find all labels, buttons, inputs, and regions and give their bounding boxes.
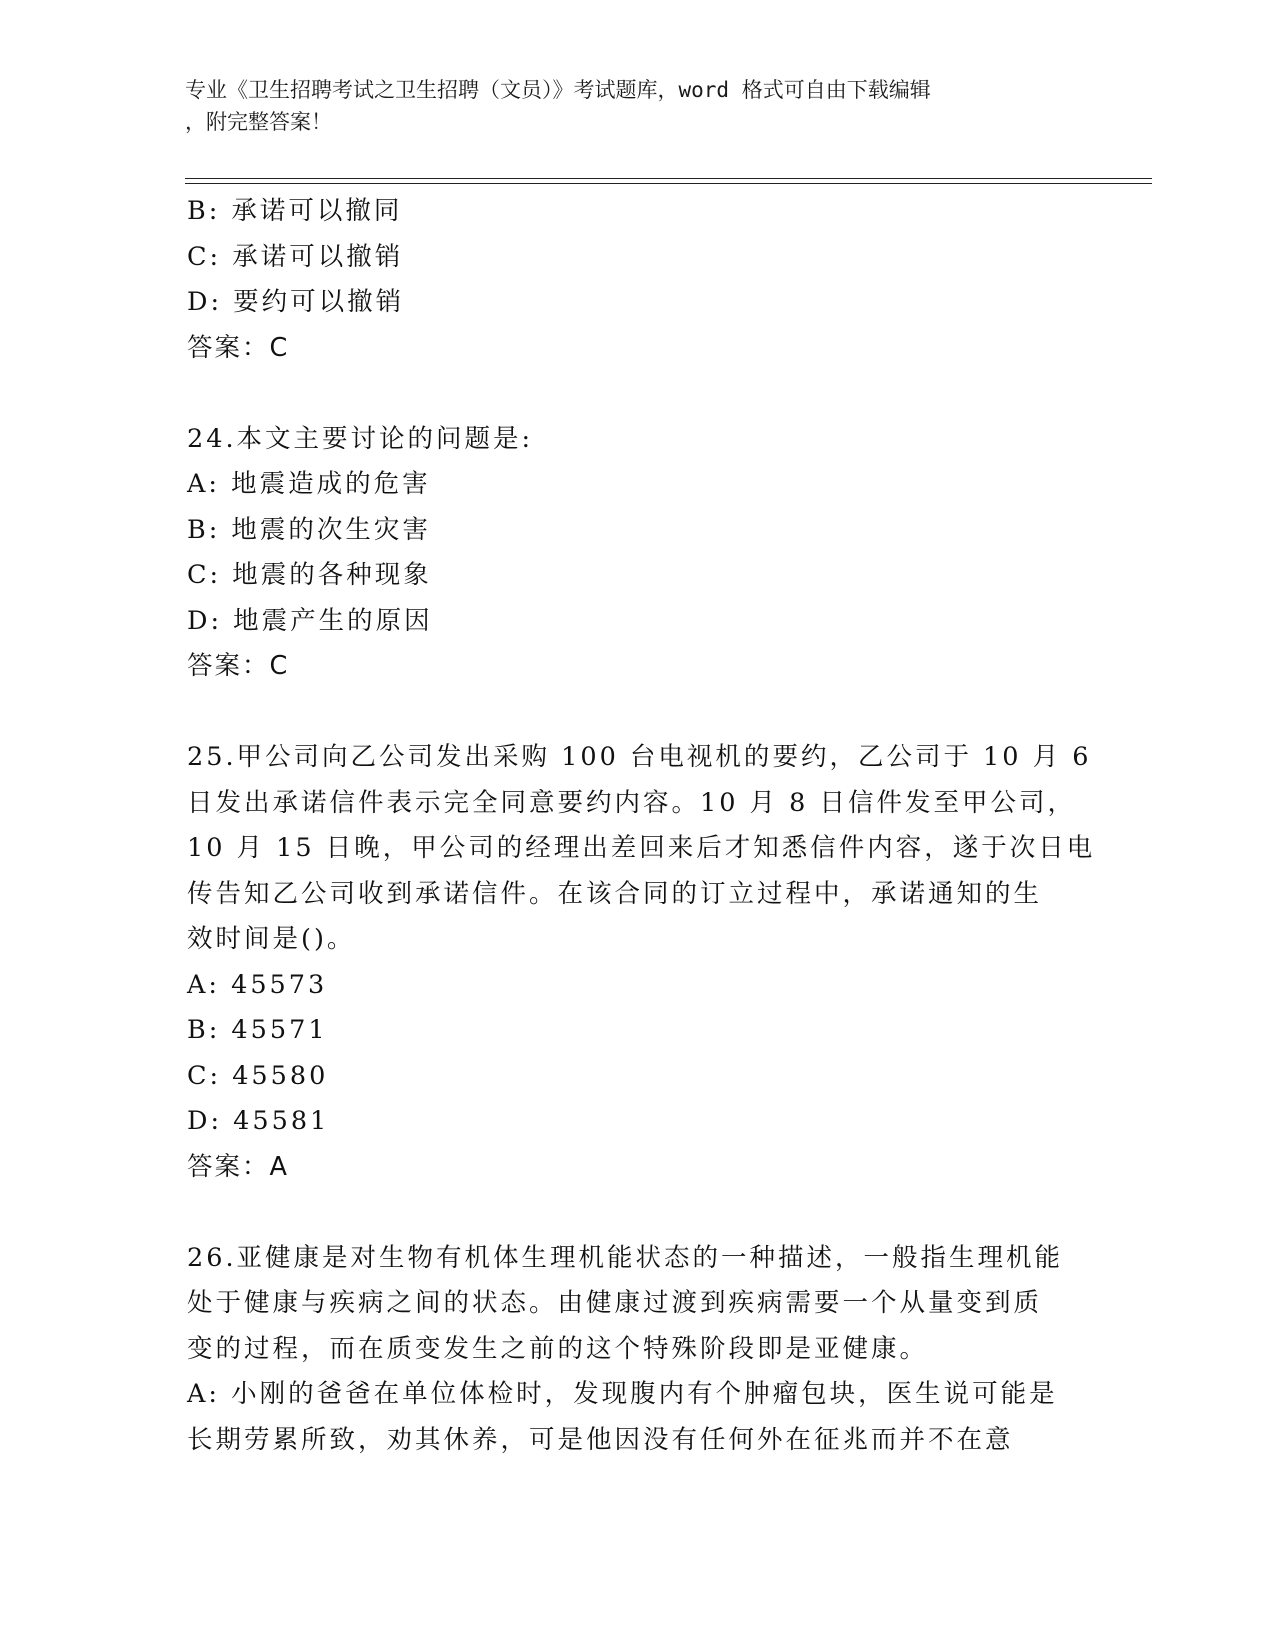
- question-stem-line: 25.甲公司向乙公司发出采购 100 台电视机的要约，乙公司于 10 月 6: [187, 742, 1092, 772]
- header-divider-top: [185, 178, 1152, 179]
- question-23-tail: [187, 189, 1087, 371]
- option-b: B: 45571: [187, 1015, 328, 1045]
- spacer: [187, 690, 1087, 736]
- option-a: A: 地震造成的危害: [187, 469, 431, 499]
- header-title-line-1: 专业《卫生招聘考试之卫生招聘（文员）》考试题库，word 格式可自由下载编辑: [185, 78, 931, 102]
- question-stem-line: 日发出承诺信件表示完全同意要约内容。10 月 8 日信件发至甲公司，: [187, 787, 1076, 818]
- question-stem-line: 10 月 15 日晚，甲公司的经理出差回来后才知悉信件内容，遂于次日电: [187, 833, 1096, 863]
- question-stem-line: 处于健康与疾病之间的状态。由健康过渡到疾病需要一个从量变到质: [187, 1288, 1043, 1318]
- option-a: A: 45573: [187, 969, 328, 1000]
- option-b: B: 承诺可以撤同: [187, 196, 403, 226]
- document-header: [185, 74, 1065, 138]
- option-b: B: 地震的次生灾害: [187, 514, 431, 545]
- question-stem-line: 变的过程，而在质变发生之前的这个特殊阶段即是亚健康。: [187, 1333, 929, 1364]
- option-d: D: 地震产生的原因: [187, 605, 433, 636]
- question-stem-line: 传告知乙公司收到承诺信件。在该合同的订立过程中，承诺通知的生: [187, 878, 1043, 909]
- option-a-line: 长期劳累所致，劝其休养，可是他因没有任何外在征兆而并不在意: [187, 1424, 1014, 1455]
- question-list: [187, 189, 1096, 1463]
- answer-line: 答案：C: [187, 332, 290, 363]
- answer-line: 答案：C: [187, 651, 290, 681]
- question-stem-line: 26.亚健康是对生物有机体生理机能状态的一种描述，一般指生理机能: [187, 1242, 1064, 1273]
- question-24: [187, 417, 1087, 690]
- spacer: [187, 1190, 1087, 1236]
- option-c: C: 地震的各种现象: [187, 560, 432, 590]
- answer-line: 答案：A: [187, 1151, 289, 1182]
- option-a-line: A: 小刚的爸爸在单位体检时，发现腹内有个肿瘤包块，医生说可能是: [187, 1379, 1058, 1409]
- header-title-line-2: ，附完整答案！: [185, 110, 332, 134]
- question-25: [187, 735, 1096, 1190]
- option-c: C: 承诺可以撤销: [187, 241, 404, 272]
- option-c: C: 45580: [187, 1060, 329, 1091]
- option-d: D: 45581: [187, 1106, 330, 1136]
- question-stem: 24.本文主要讨论的问题是:: [187, 423, 534, 454]
- option-d: D: 要约可以撤销: [187, 287, 405, 317]
- question-26: [187, 1236, 1087, 1464]
- spacer: [187, 371, 1087, 417]
- question-stem-line: 效时间是()。: [187, 924, 356, 954]
- header-divider-bottom: [185, 183, 1152, 184]
